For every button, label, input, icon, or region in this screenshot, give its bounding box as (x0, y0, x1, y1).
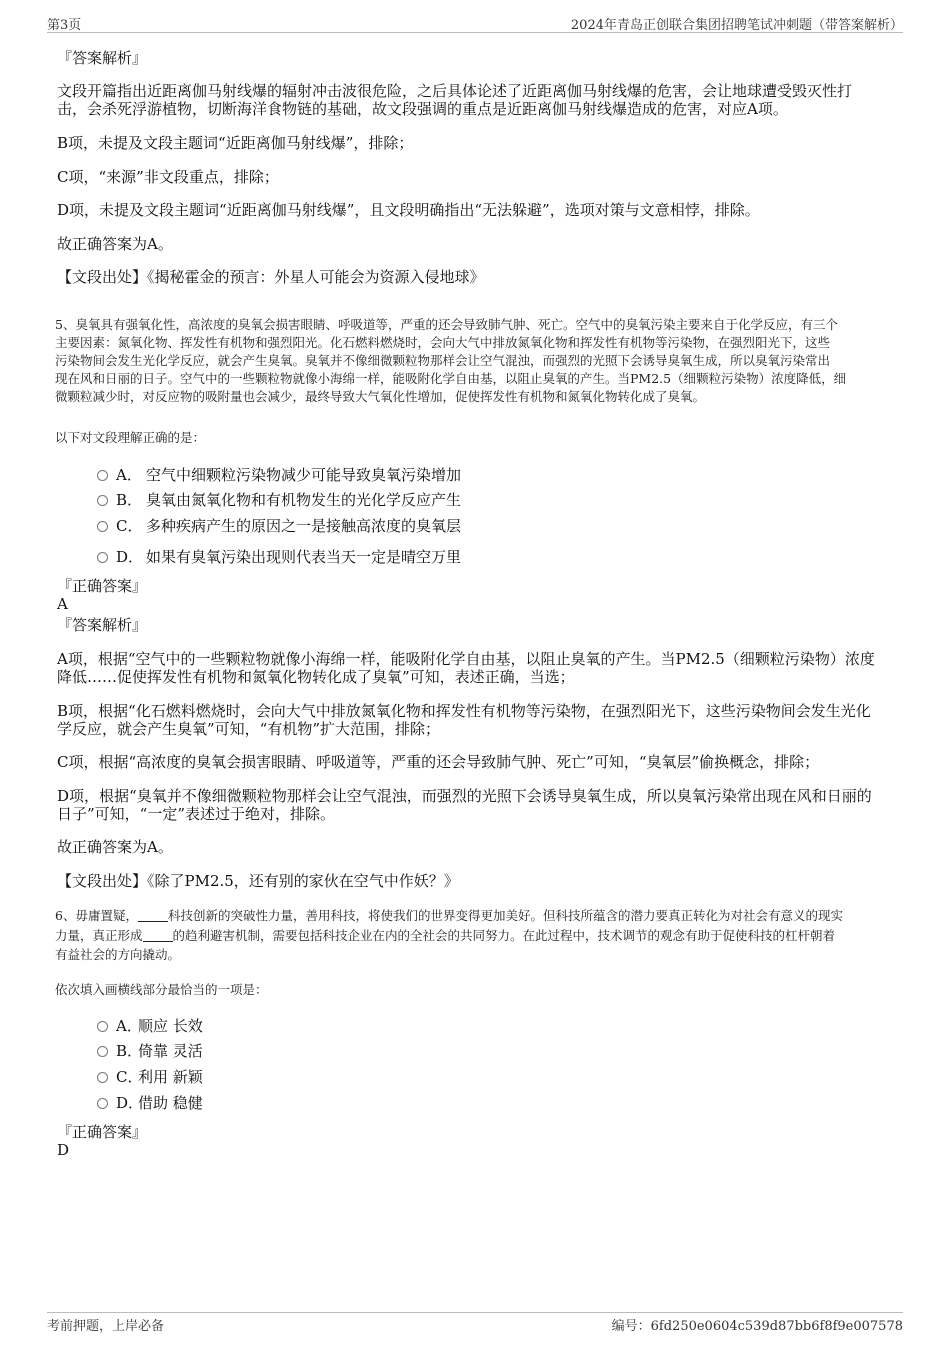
analysis-b-line: B项，根据“化石燃料燃烧时，会向大气中排放氮氧化物和挥发性有机物等污染物，在强烈阳光下，这些污染物间会发生光化 (57, 702, 871, 720)
answer-title: 『正确答案』 (57, 1123, 148, 1141)
radio-icon[interactable] (97, 495, 108, 506)
analysis-line: 击，会杀死浮游植物，切断海洋食物链的基础，故文段强调的重点是近距离伽马射线爆造成的危害，对应A项。 (57, 100, 788, 118)
passage-line: 微颗粒减少时，对反应物的吸附量也会减少，最终导致大气氧化性增加，促使挥发性有机物和氮氧化物转化成了臭氧。 (55, 389, 706, 404)
analysis-d-line: 日子”可知，“一定”表述过于绝对，排除。 (57, 805, 336, 823)
option-a[interactable]: A．顺应 长效 (97, 1017, 203, 1035)
fill-blank (138, 909, 168, 922)
analysis-a-line: 降低……促使挥发性有机物和氮氧化物转化成了臭氧”可知，表述正确，当选； (57, 668, 575, 686)
passage-line: 6、毋庸置疑， 科技创新的突破性力量，善用科技，将使我们的世界变得更加美好。但科技所蕴含的潜力要真正转化为对社会有意义的现实 (55, 908, 843, 923)
passage-line: 力量，真正形成 的趋利避害机制，需要包括科技企业在内的全社会的共同努力。在此过程中，技术调节的观念有助于促使科技的杠杆朝着 (55, 928, 836, 943)
conclusion: 故正确答案为A。 (57, 838, 173, 856)
document-title: 2024年青岛正创联合集团招聘笔试冲刺题（带答案解析） (570, 18, 903, 33)
answer-title: 『正确答案』 (57, 577, 148, 595)
analysis-a-line: A项，根据“空气中的一些颗粒物就像小海绵一样，能吸附化学自由基，以阻止臭氧的产生。当PM2.5（细颗粒污染物）浓度 (57, 650, 875, 668)
analysis-d-line: D项，根据“臭氧并不像细微颗粒物那样会让空气混浊，而强烈的光照下会诱导臭氧生成，所以臭氧污染常出现在风和日丽的 (57, 787, 872, 805)
radio-icon[interactable] (97, 552, 108, 563)
radio-icon[interactable] (97, 470, 108, 481)
analysis-line: 文段开篇指出近距离伽马射线爆的辐射冲击波很危险，之后具体论述了近距离伽马射线爆的危害，会让地球遭受毁灭性打 (57, 82, 853, 100)
analysis-title: 『答案解析』 (57, 616, 148, 634)
passage-line: 主要因素：氮氧化物、挥发性有机物和强烈阳光。化石燃料燃烧时，会向大气中排放氮氧化物和挥发性有机物等污染物，在强烈阳光下，这些 (55, 335, 831, 350)
radio-icon[interactable] (97, 521, 108, 532)
fill-blank (143, 929, 173, 942)
analysis-title: 『答案解析』 (57, 49, 148, 67)
passage-line: 现在风和日丽的日子。空气中的一些颗粒物就像小海绵一样，能吸附化学自由基，以阻止臭氧的产生。当PM2.5（细颗粒污染物）浓度降低，细 (55, 371, 847, 386)
analysis-b: B项，未提及文段主题词“近距离伽马射线爆”，排除； (57, 134, 414, 152)
option-d[interactable]: D． 如果有臭氧污染出现则代表当天一定是晴空万里 (97, 548, 461, 566)
source-citation: 【文段出处】《揭秘霍金的预言：外星人可能会为资源入侵地球》 (57, 268, 485, 286)
passage-line: 5、臭氧具有强氧化性，高浓度的臭氧会损害眼睛、呼吸道等，严重的还会导致肺气肿、死亡。空气中的臭氧污染主要来自于化学反应，有三个 (55, 317, 838, 332)
page-footer (47, 1312, 903, 1334)
option-c[interactable]: C．利用 新颖 (97, 1068, 203, 1086)
option-a[interactable]: A． 空气中细颗粒污染物减少可能导致臭氧污染增加 (97, 466, 461, 484)
conclusion: 故正确答案为A。 (57, 235, 173, 253)
radio-icon[interactable] (97, 1072, 108, 1083)
source-citation: 【文段出处】《除了PM2.5，还有别的家伙在空气中作妖？》 (57, 872, 459, 890)
page-number: 第3页 (47, 18, 82, 33)
analysis-d: D项，未提及文段主题词“近距离伽马射线爆”，且文段明确指出“无法躲避”，选项对策与文意相悖，排除。 (57, 201, 760, 219)
option-b[interactable]: B．倚靠 灵活 (97, 1042, 203, 1060)
analysis-b-line: 学反应，就会产生臭氧”可知，“有机物”扩大范围，排除； (57, 720, 441, 738)
option-d[interactable]: D．借助 稳健 (97, 1094, 203, 1112)
question-prompt: 以下对文段理解正确的是： (55, 430, 206, 445)
correct-answer: D (57, 1141, 70, 1159)
option-c[interactable]: C． 多种疾病产生的原因之一是接触高浓度的臭氧层 (97, 517, 461, 535)
page-header (47, 12, 903, 33)
passage-line: 污染物间会发生光化学反应，就会产生臭氧。臭氧并不像细微颗粒物那样会让空气混浊，而强烈的光照下会诱导臭氧生成，所以臭氧污染常出 (55, 353, 831, 368)
analysis-c: C项，根据“高浓度的臭氧会损害眼睛、呼吸道等，严重的还会导致肺气肿、死亡”可知，“臭氧层”偷换概念，排除； (57, 753, 820, 771)
radio-icon[interactable] (97, 1098, 108, 1109)
radio-icon[interactable] (97, 1021, 108, 1032)
analysis-c: C项，“来源”非文段重点，排除； (57, 168, 279, 186)
option-b[interactable]: B． 臭氧由氮氧化物和有机物发生的光化学反应产生 (97, 491, 461, 509)
question-prompt: 依次填入画横线部分最恰当的一项是： (55, 982, 268, 997)
radio-icon[interactable] (97, 1046, 108, 1057)
correct-answer: A (57, 595, 68, 613)
document-id: 编号：6fd250e0604c539d87bb6f8f9e007578 (611, 1319, 903, 1334)
passage-line: 有益社会的方向撬动。 (55, 947, 181, 962)
footer-slogan: 考前押题，上岸必备 (47, 1319, 165, 1334)
